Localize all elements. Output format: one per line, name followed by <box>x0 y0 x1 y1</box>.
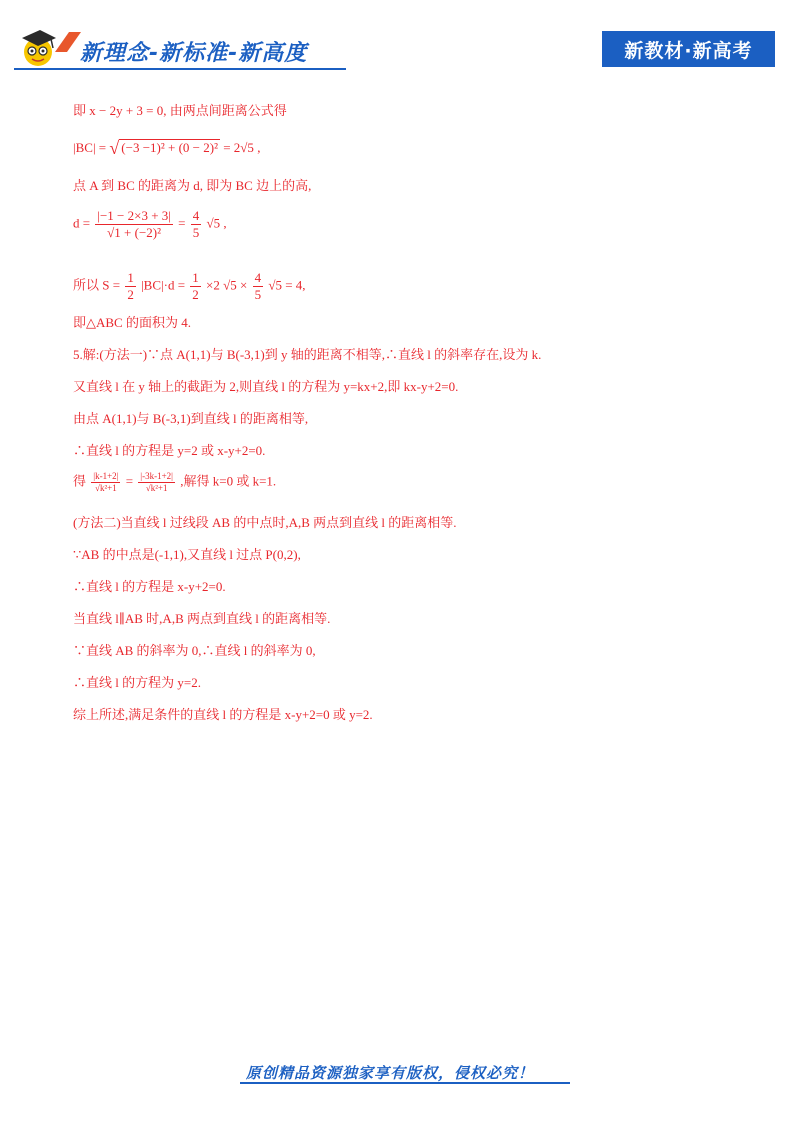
text-line: 点 A 到 BC 的距离为 d, 即为 BC 边上的高, <box>73 178 312 193</box>
text: √5 = 4, <box>268 277 306 293</box>
text: |BC|·d = <box>141 277 186 293</box>
denominator: √k²+1 <box>145 482 168 493</box>
text: 得 <box>73 473 87 489</box>
text: = <box>178 215 186 231</box>
denominator: 2 <box>192 286 199 302</box>
text: |BC| = <box>73 140 107 155</box>
radicand: (−3 −1)² + (0 − 2)² <box>121 140 218 155</box>
denominator: √k²+1 <box>95 482 117 493</box>
text-line: ∵直线 AB 的斜率为 0,∴直线 l 的斜率为 0, <box>73 643 316 658</box>
text-line: 即 x − 2y + 3 = 0, 由两点间距离公式得 <box>73 103 287 118</box>
denominator: 5 <box>192 224 200 240</box>
copyright-notice: 原创精品资源独家享有版权，侵权必究！ <box>246 1064 535 1082</box>
text: = <box>125 473 134 489</box>
numerator: |−1 − 2×3 + 3| <box>97 208 171 223</box>
denominator: √1 + (−2)² <box>107 224 162 240</box>
numerator: 4 <box>192 208 200 223</box>
text: d = <box>73 215 91 231</box>
numerator: 4 <box>254 270 262 285</box>
page-footer <box>240 1062 570 1084</box>
mascot-logo-icon <box>18 26 58 68</box>
text-line: ∴直线 l 的方程为 y=2. <box>73 675 201 690</box>
denominator: 2 <box>127 286 134 302</box>
area-line <box>73 270 306 303</box>
numerator: |k-1+2| <box>93 471 119 481</box>
header-accent-slash <box>55 32 81 52</box>
fraction <box>138 471 175 494</box>
footer-underline <box>240 1082 570 1084</box>
text: 所以 S = <box>73 277 121 293</box>
numerator: 1 <box>127 270 134 285</box>
problem-5-line: 5.解:(方法一)∵点 A(1,1)与 B(-3,1)到 y 轴的距离不相等,∴直线 l 的斜率存在,设为 k. <box>73 347 542 362</box>
fraction <box>91 471 120 494</box>
text-line: ∴直线 l 的方程是 x-y+2=0. <box>73 579 226 594</box>
header-slogan: 新理念-新标准-新高度 <box>80 41 308 66</box>
text: √5 , <box>206 215 227 231</box>
fraction <box>95 208 173 241</box>
text-line: (方法二)当直线 l 过线段 AB 的中点时,A,B 两点到直线 l 的距离相等. <box>73 515 457 530</box>
k-solution-line <box>73 471 276 494</box>
denominator: 5 <box>254 286 262 302</box>
d-formula-line <box>73 208 227 241</box>
numerator: 1 <box>192 270 199 285</box>
text: ,解得 k=0 或 k=1. <box>180 473 277 489</box>
text-line: ∴直线 l 的方程是 y=2 或 x-y+2=0. <box>73 443 266 458</box>
radical-sign: √ <box>109 138 120 158</box>
text: = 2√5 <box>223 140 254 155</box>
header-underline <box>14 68 346 70</box>
text-line: 当直线 l∥AB 时,A,B 两点到直线 l 的距离相等. <box>73 611 331 626</box>
text-line: ∵AB 的中点是(-1,1),又直线 l 过点 P(0,2), <box>73 547 301 562</box>
fraction <box>253 270 264 303</box>
page-header <box>0 0 793 80</box>
bc-distance-line <box>73 136 260 160</box>
fraction <box>191 208 202 241</box>
text-line: 又直线 l 在 y 轴上的截距为 2,则直线 l 的方程为 y=kx+2,即 kx-y+2=0. <box>73 379 459 394</box>
header-badge: 新教材·新高考 <box>602 31 775 67</box>
fraction <box>125 270 136 303</box>
text: ×2 √5 × <box>206 277 248 293</box>
text-line: 由点 A(1,1)与 B(-3,1)到直线 l 的距离相等, <box>73 411 309 426</box>
text-line: 综上所述,满足条件的直线 l 的方程是 x-y+2=0 或 y=2. <box>73 707 373 722</box>
text-line: 即△ABC 的面积为 4. <box>73 315 191 330</box>
numerator: |-3k-1+2| <box>140 471 173 481</box>
fraction <box>190 270 201 303</box>
text: , <box>257 140 261 155</box>
